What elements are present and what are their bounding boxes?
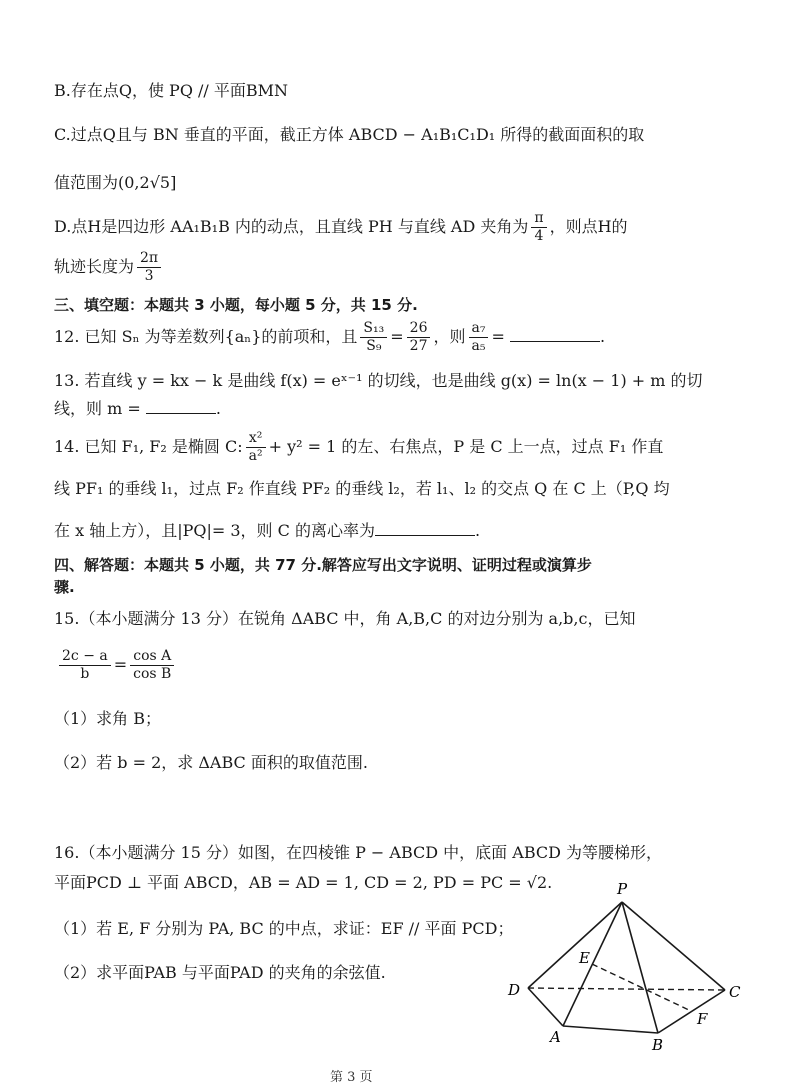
q16-part1: （1）若 E, F 分别为 PA, BC 的中点，求证：EF // 平面 PCD； (54, 919, 514, 938)
q16-part2: （2）求平面PAB 与平面PAD 的夹角的余弦值. (54, 963, 386, 982)
q14-end: . (474, 521, 481, 540)
q15-intro: 15.（本小题满分 13 分）在锐角 ΔABC 中，角 A,B,C 的对边分别为 a,b,c，已知 (54, 609, 636, 628)
section-4-heading-line1: 四、解答题：本题共 5 小题，共 77 分.解答应写出文字说明、证明过程或演算步 (54, 556, 592, 574)
q12-text-b: ，则 (433, 327, 466, 346)
label-A: A (550, 1028, 561, 1046)
edge-DC-hidden (528, 988, 725, 990)
q12-text-a: 12. 已知 Sₙ 为等差数列{aₙ}的前项和，且 (54, 327, 358, 346)
x2-over-a2-fraction: $\frac{\text{x²}}{\text{a²}}$ (246, 430, 266, 465)
26-over-27-fraction: $\frac{26}{27}$ (407, 320, 431, 355)
q11-option-d-line2 (54, 250, 164, 285)
q12-line (54, 320, 605, 355)
q15-formula (56, 648, 177, 683)
cosA-over-cosB-fraction: $\frac{\text{cos A}}{\text{cos B}}$ (130, 648, 174, 683)
q14-line3 (54, 520, 480, 542)
q11-option-c-line2: 值范围为(0,2√5] (54, 173, 177, 192)
label-E: E (579, 949, 590, 967)
q15-equals: = (113, 655, 128, 674)
q11-option-d-text-c: 轨迹长度为 (54, 257, 135, 276)
section-4-heading-line2: 骤. (54, 578, 75, 596)
edge-DA (528, 988, 563, 1026)
q11-option-b: B.存在点Q，使 PQ // 平面BMN (54, 81, 289, 100)
q13-answer-blank[interactable] (146, 399, 216, 414)
edge-BC (658, 990, 725, 1033)
q11-option-c-line1: C.过点Q且与 BN 垂直的平面，截正方体 ABCD − A₁B₁C₁D₁ 所得的截面面积的取 (54, 125, 645, 144)
pi-over-4-fraction: $\frac{\pi}{4}$ (531, 210, 546, 245)
q15-part2: （2）若 b = 2，求 ΔABC 面积的取值范围. (54, 753, 368, 772)
q13-end: . (215, 399, 221, 418)
q11-option-d-line1 (54, 210, 628, 245)
q11-option-d-text-b: ，则点H的 (549, 217, 628, 236)
q12-end: . (599, 327, 606, 346)
q11-option-d-text-a: D.点H是四边形 AA₁B₁B 内的动点，且直线 PH 与直线 AD 夹角为 (54, 217, 529, 236)
q14-text-c: 在 x 轴上方），且|PQ|= 3，则 C 的离心率为 (54, 521, 375, 540)
pyramid-figure (500, 878, 750, 1053)
q14-answer-blank[interactable] (375, 521, 475, 536)
q12-answer-blank[interactable] (510, 327, 600, 342)
q12-equals-2: = (491, 327, 505, 346)
q14-text-a: 14. 已知 F₁, F₂ 是椭圆 C: (54, 437, 243, 456)
section-3-heading: 三、填空题：本题共 3 小题，每小题 5 分，共 15 分. (54, 296, 418, 314)
edge-PB (622, 902, 658, 1033)
q14-line2: 线 PF₁ 的垂线 l₁，过点 F₂ 作直线 PF₂ 的垂线 l₂，若 l₁、l₂ 的交点 Q 在 C 上（P,Q 均 (54, 479, 670, 498)
2c-minus-a-over-b-fraction: $\frac{2c - a}{b}$ (59, 648, 111, 683)
two-pi-over-3-fraction: $\frac{2\pi}{3}$ (137, 250, 161, 285)
q14-line1 (54, 430, 663, 465)
page-footer: 第 3 页 (330, 1070, 373, 1085)
s13-over-s9-fraction: $\frac{\text{S₁₃}}{\text{S₉}}$ (360, 320, 387, 355)
label-P: P (617, 880, 628, 898)
label-B: B (652, 1036, 664, 1053)
label-F: F (697, 1010, 708, 1028)
q16-line2: 平面PCD ⊥ 平面 ABCD，AB = AD = 1, CD = 2, PD = PC = √2. (54, 873, 553, 892)
q16-intro: 16.（本小题满分 15 分）如图，在四棱锥 P − ABCD 中，底面 ABCD 为等腰梯形， (54, 843, 663, 862)
q12-equals: = (390, 327, 404, 346)
label-D: D (508, 981, 521, 999)
q15-part1: （1）求角 B； (54, 709, 162, 728)
edge-PD (528, 902, 622, 988)
label-C: C (729, 983, 741, 1001)
q13-line2 (54, 398, 221, 420)
edge-AB (563, 1026, 658, 1033)
q13-line1: 13. 若直线 y = kx − k 是曲线 f(x) = eˣ⁻¹ 的切线，也是曲线 g(x) = ln(x − 1) + m 的切 (54, 371, 703, 390)
q14-text-b: + y² = 1 的左、右焦点，P 是 C 上一点，过点 F₁ 作直 (268, 437, 664, 456)
q13-text: 线，则 m = (54, 399, 141, 418)
edge-PC (622, 902, 725, 990)
a7-over-a5-fraction: $\frac{\text{a₇}}{\text{a₅}}$ (469, 320, 489, 355)
